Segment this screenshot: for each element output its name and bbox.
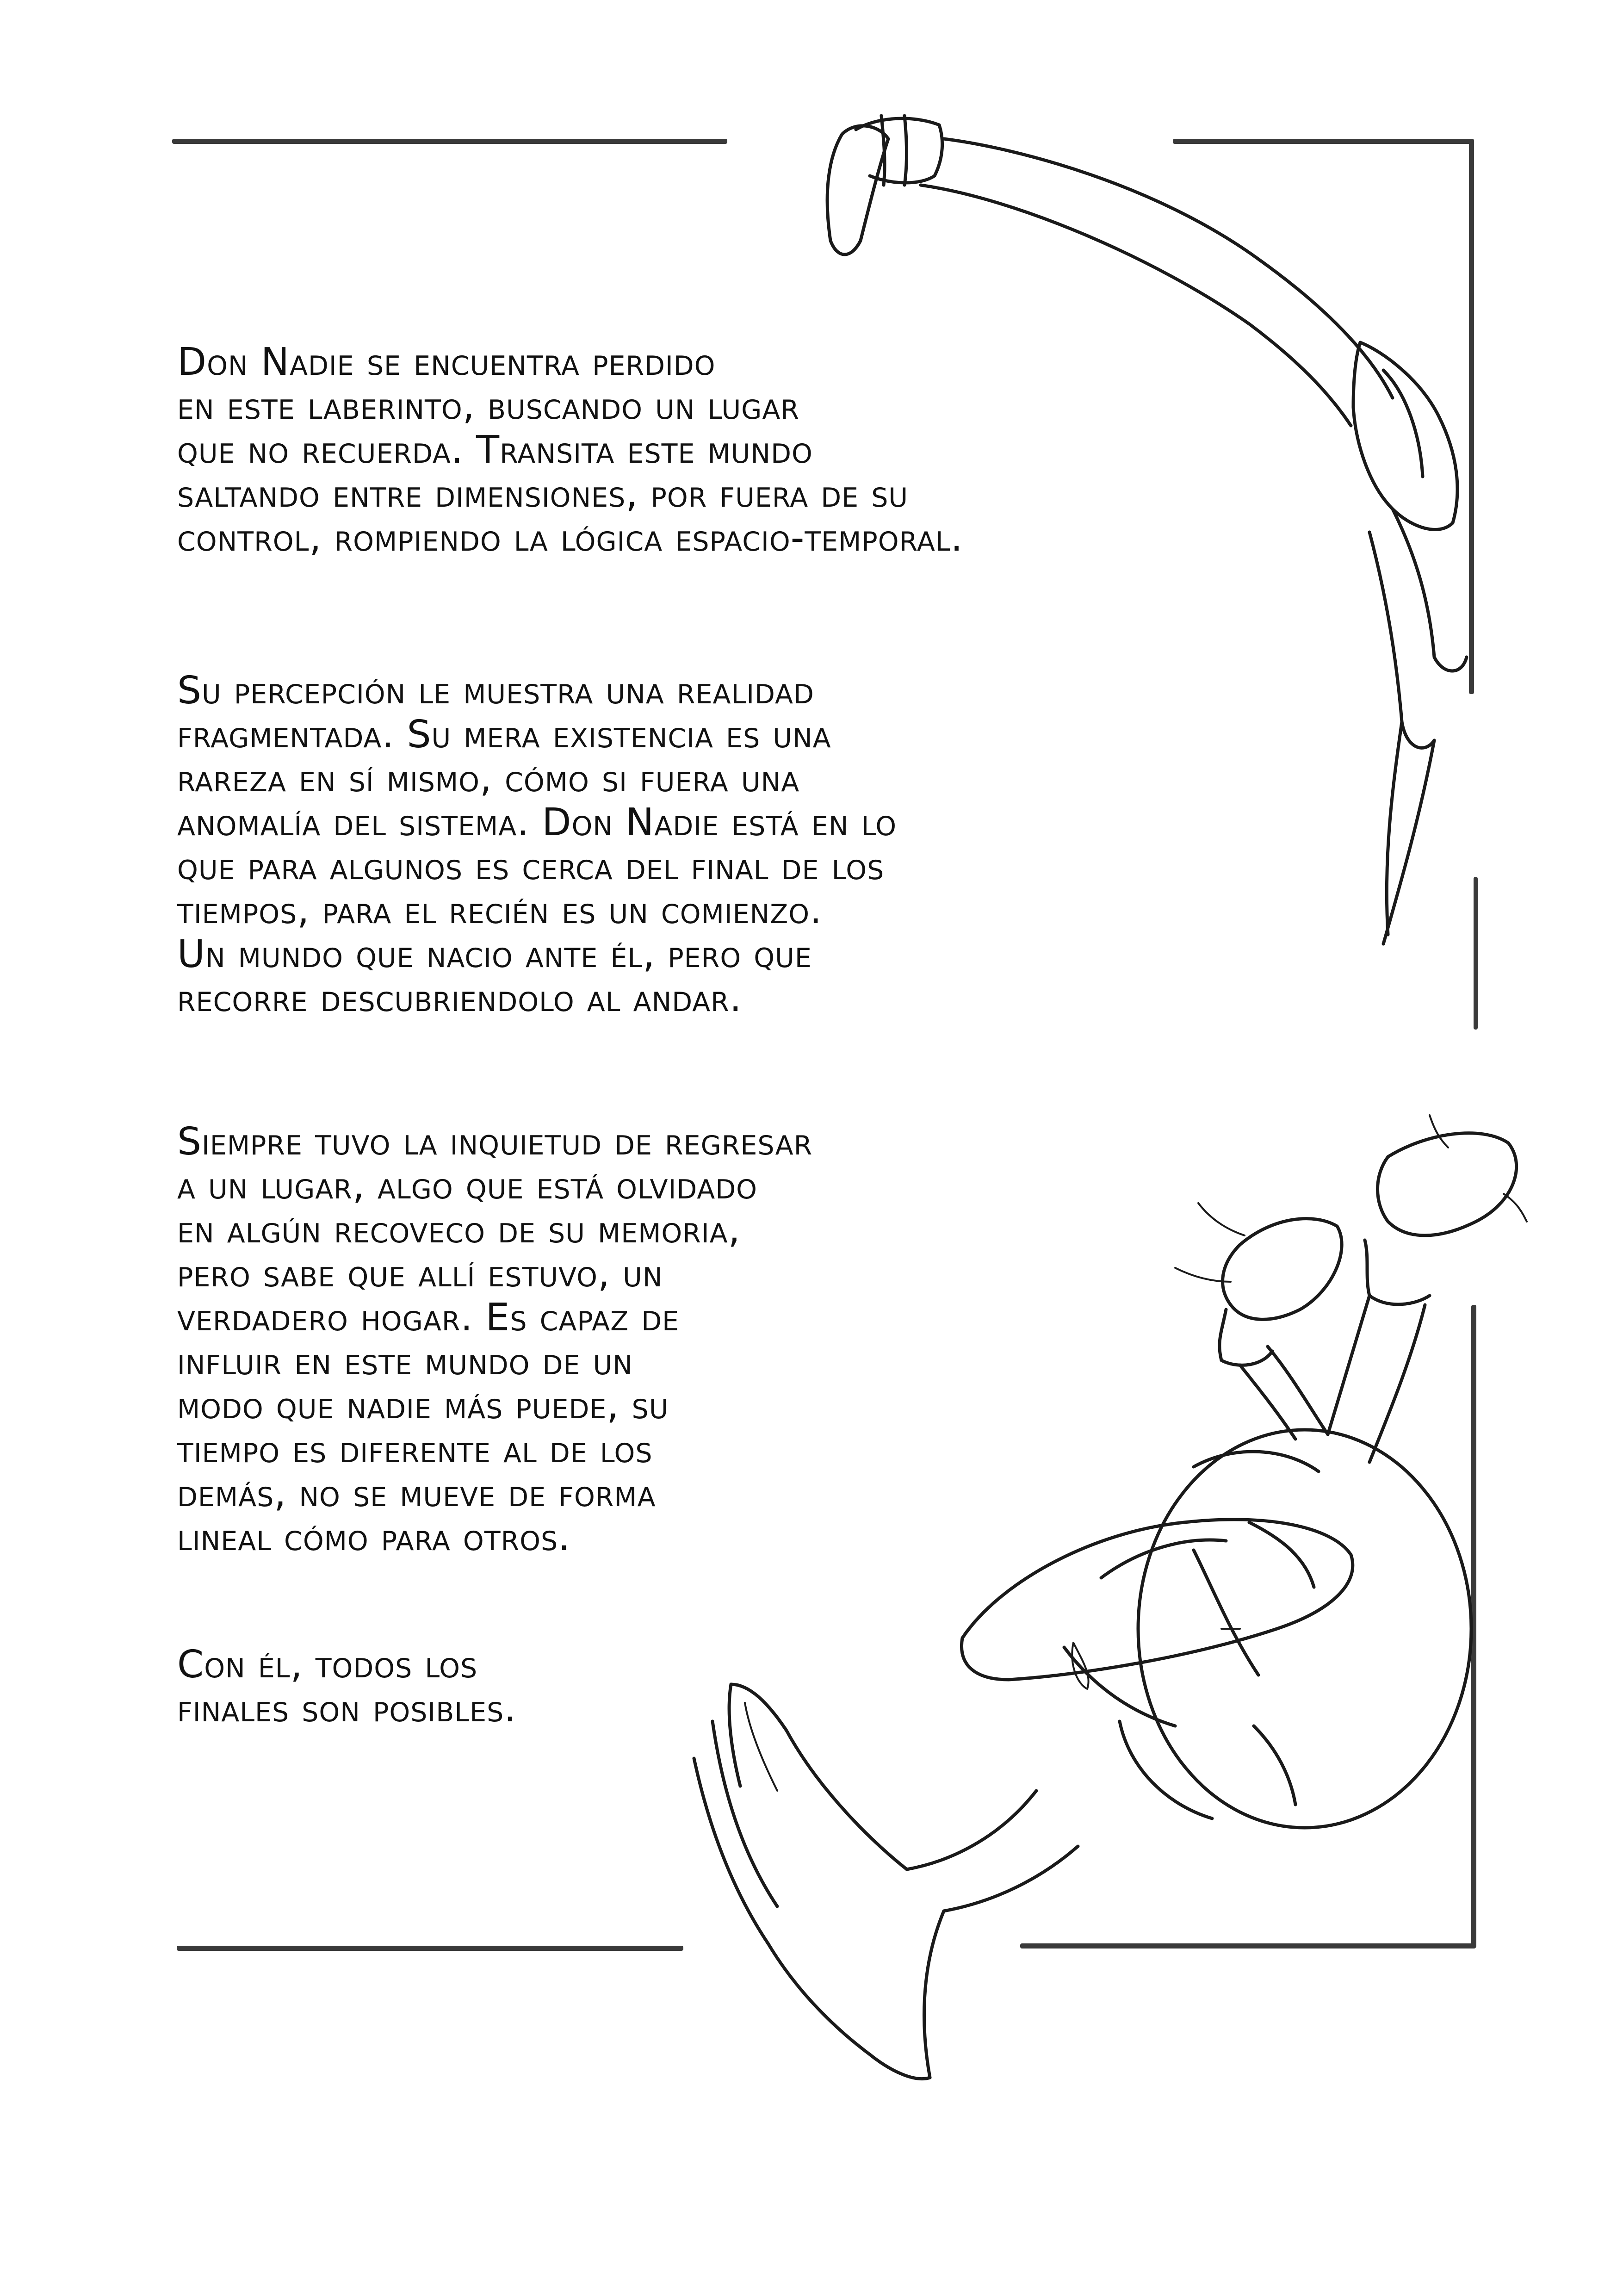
narrative-line: Siempre tuvo la inquietud de regresar (177, 1120, 813, 1164)
narrative-line: Con él, todos los (177, 1643, 478, 1687)
narrative-line: control, rompiendo la lógica espacio-temporal. (177, 516, 963, 560)
narrative-line: pero sabe que allí estuvo, un (177, 1252, 663, 1296)
narrative-line: Un mundo que nacio ante él, pero que (177, 932, 812, 976)
narrative-line: que para algunos es cerca del final de los (177, 844, 885, 888)
narrative-line: Su percepción le muestra una realidad (177, 669, 814, 713)
narrative-line: tiempos, para el recién es un comienzo. (177, 888, 823, 932)
narrative-line: en este laberinto, buscando un lugar (177, 384, 799, 428)
narrative-line: recorre descubriendolo al andar. (177, 976, 742, 1020)
lower-falling-figure-drawing (694, 1115, 1527, 2079)
narrative-line: anomalía del sistema. Don Nadie está en lo (177, 800, 897, 844)
narrative-line: fragmentada. Su mera existencia es una (177, 713, 831, 757)
narrative-paragraph-2 (177, 669, 897, 1020)
narrative-line: que no recuerda. Transita este mundo (177, 428, 813, 472)
narrative-line: Don Nadie se encuentra perdido (177, 340, 716, 384)
narrative-paragraph-1 (177, 340, 963, 560)
narrative-line: lineal cómo para otros. (177, 1515, 571, 1559)
narrative-line: verdadero hogar. Es capaz de (177, 1296, 680, 1340)
narrative-line: a un lugar, algo que está olvidado (177, 1164, 757, 1208)
narrative-line: rareza en sí mismo, cómo si fuera una (177, 757, 800, 800)
narrative-paragraph-4 (177, 1643, 516, 1731)
narrative-paragraph-3 (177, 1120, 812, 1559)
narrative-line: en algún recoveco de su memoria, (177, 1208, 741, 1252)
narrative-line: influir en este mundo de un (177, 1340, 633, 1384)
narrative-line: tiempo es diferente al de los (177, 1427, 653, 1471)
narrative-line: saltando entre dimensiones, por fuera de su (177, 472, 909, 516)
narrative-line: demás, no se mueve de forma (177, 1471, 656, 1515)
narrative-line: finales son posibles. (177, 1687, 517, 1731)
narrative-line: modo que nadie más puede, su (177, 1384, 669, 1427)
